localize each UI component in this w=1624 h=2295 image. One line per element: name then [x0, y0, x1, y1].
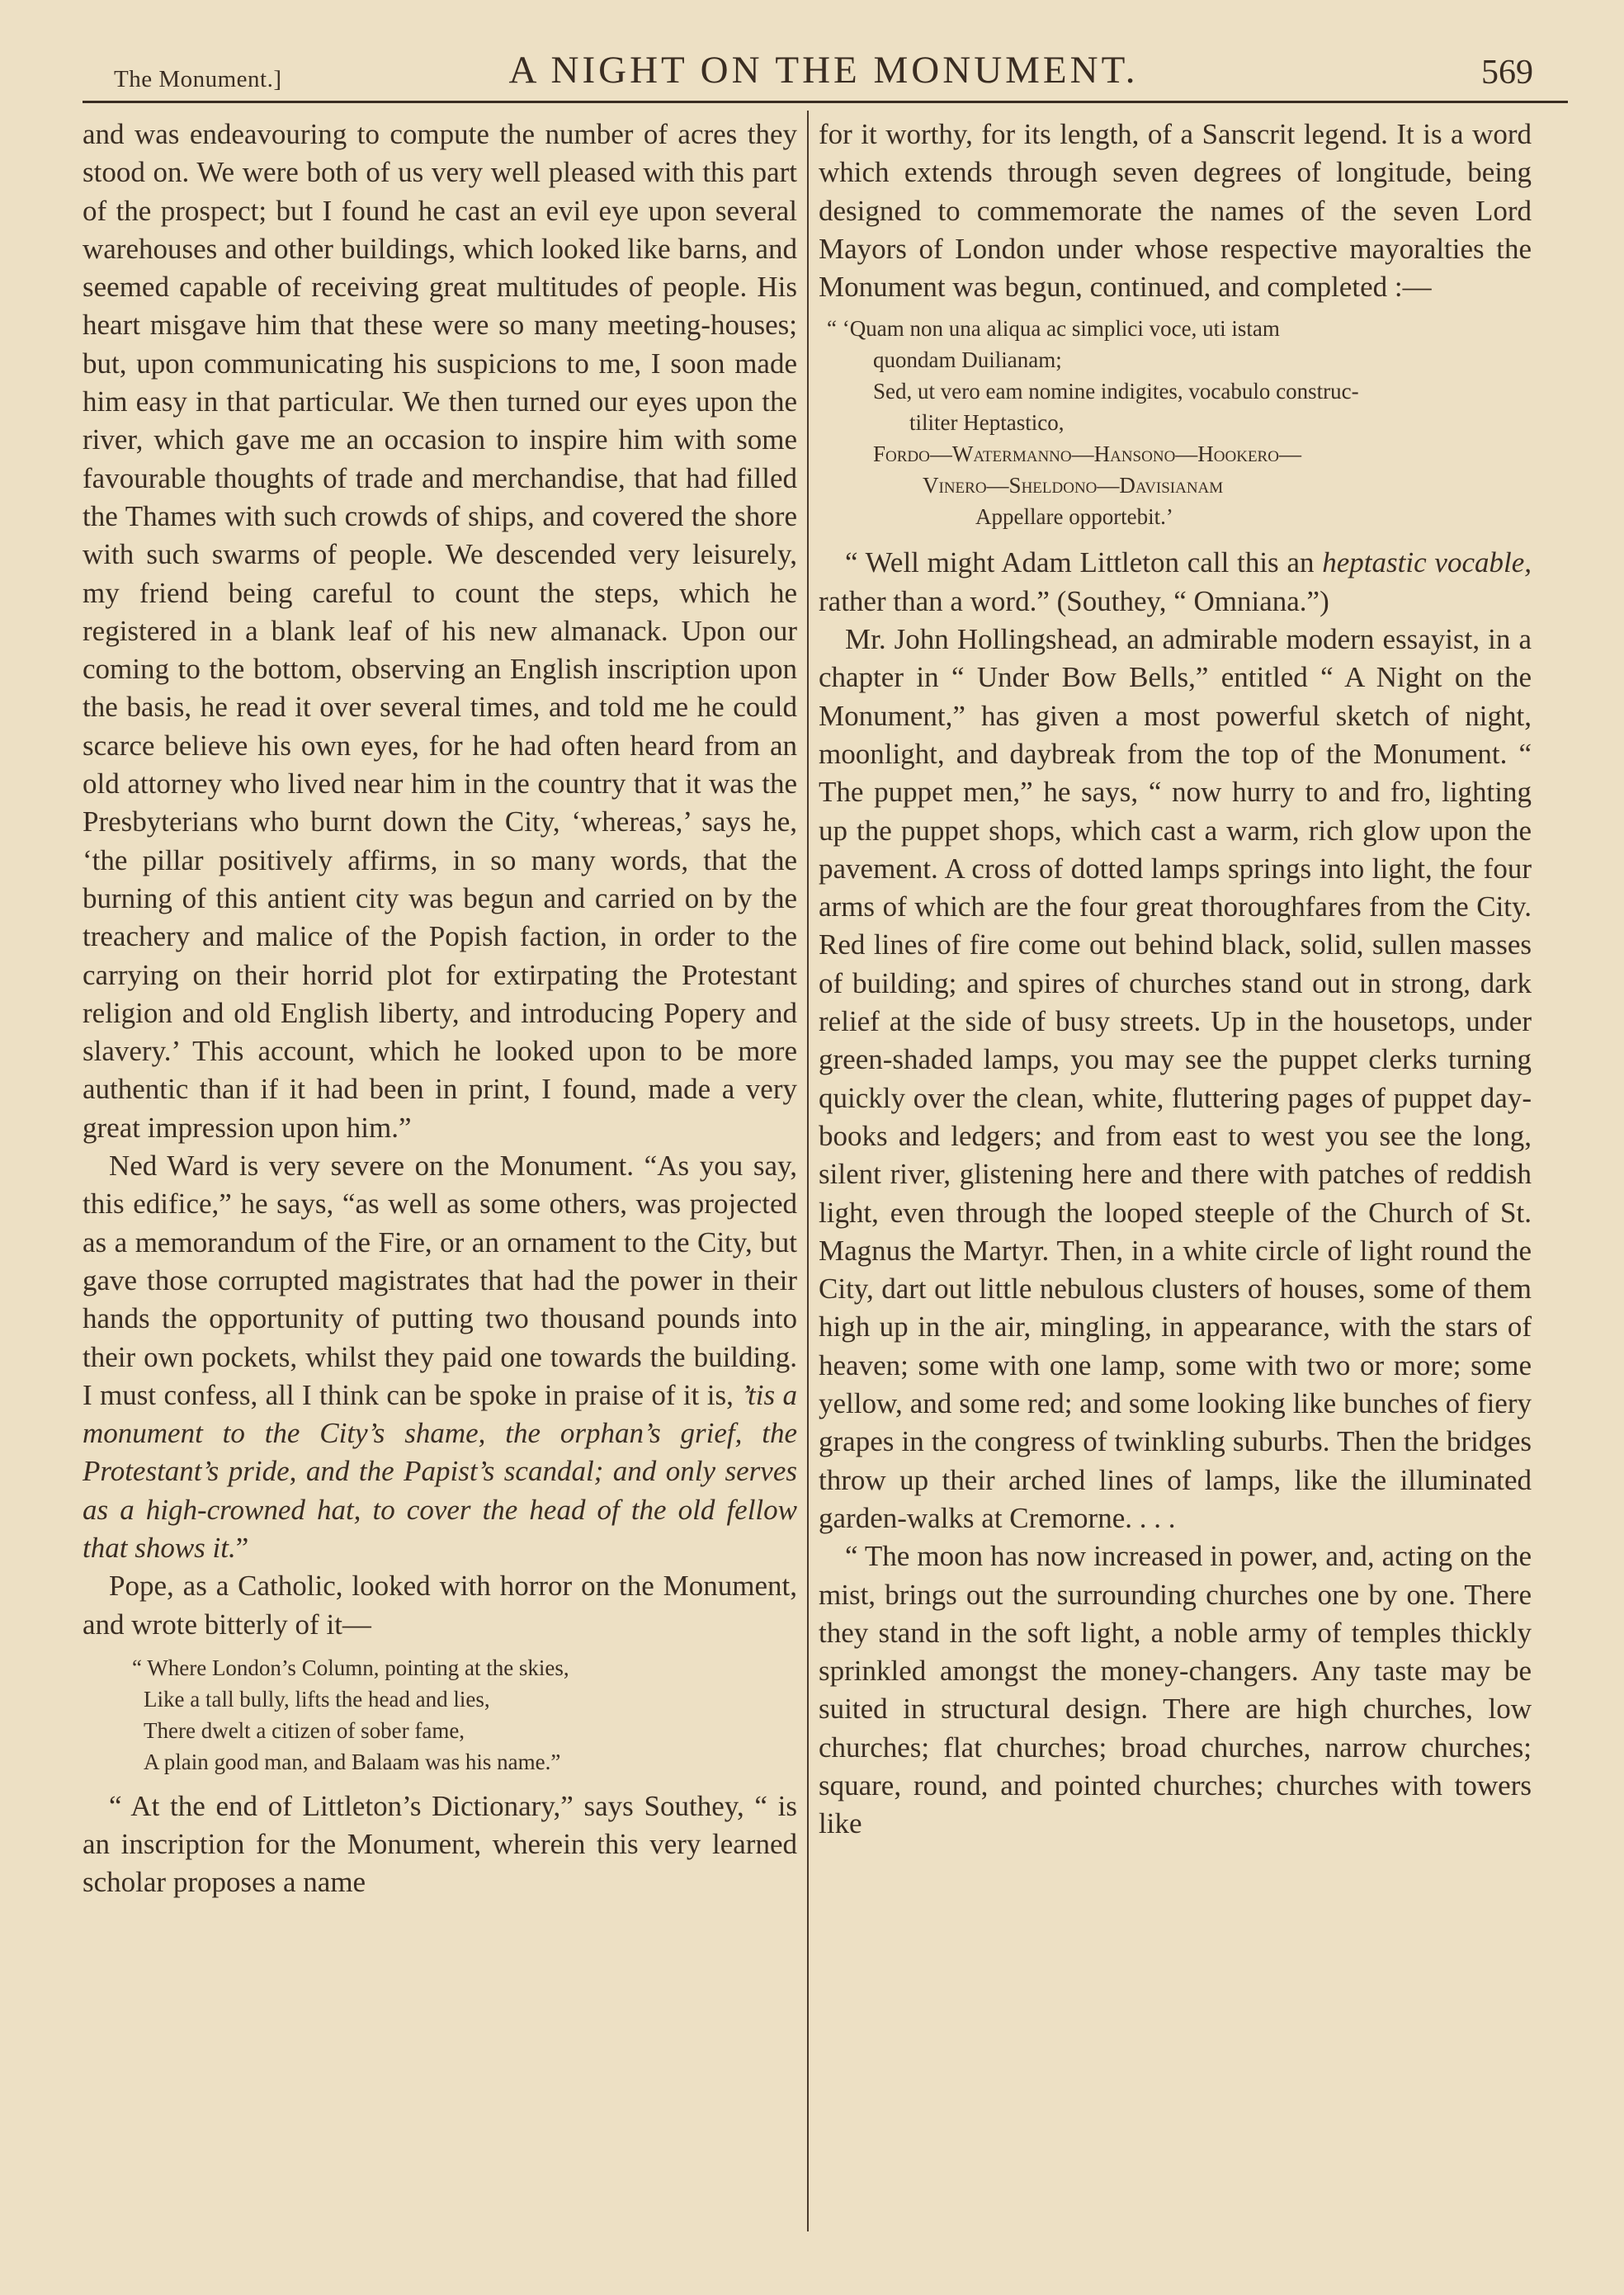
left-column [83, 116, 797, 1902]
latin-line: “ ‘Quam non una aliqua ac simplici voce, uti istam [827, 316, 1280, 342]
paragraph-text: rather than a word.” (Southey, “ Omniana.”) [819, 584, 1329, 617]
section-label: The Monument.] [114, 66, 282, 92]
paragraph: “ The moon has now increased in power, and, acting on the mist, brings out the surrounding churches one by one. There they stand in the soft light, a noble army of temples thickly sprinkled amongst the money-changers. Any taste may be suited in structural design. There are high churches, low churches; flat churches; broad churches, narrow churches; square, round, and pointed churches; churches with towers like [819, 1540, 1532, 1840]
latin-inscription [819, 313, 1532, 532]
poem-line: A plain good man, and Balaam was his name.” [144, 1749, 561, 1774]
latin-line: tiliter Heptastico, [909, 410, 1065, 436]
latin-line: Vinero—Sheldono—Davisianam [923, 473, 1224, 498]
running-header [114, 48, 1533, 106]
header-rule [83, 101, 1568, 103]
paragraph [83, 1147, 797, 1567]
latin-line: Sed, ut vero eam nomine indigites, vocabulo construc- [873, 379, 1359, 404]
poem-quote [83, 1652, 797, 1778]
right-column [819, 116, 1532, 1844]
latin-line: quondam Duilianam; [873, 347, 1062, 373]
page-title: A NIGHT ON THE MONUMENT. [508, 49, 1139, 92]
poem-line: There dwelt a citizen of sober fame, [144, 1717, 465, 1743]
latin-line: Fordo—Watermanno—Hansono—Hookero— [873, 442, 1301, 467]
italic-quote: ’tis a monument to the City’s shame, the orphan’s grief, the Protestant’s pride, and the Papist’s scandal; and only serves as a high-crowned hat, to cover the head of the old fellow that shows it. [83, 1378, 797, 1564]
paragraph-text: Ned Ward is very severe on the Monument. “As you say, this edifice,” he says, “as well as some others, was projected as a memorandum of the Fire, or an ornament to the City, but gave those corrupted magistrates that had the power in their hands the opportunity of putting two thousand pounds into their own pockets, whilst they paid one towards the building. I must confess, all I think can be spoke in praise of it is, [83, 1150, 797, 1411]
paragraph: for it worthy, for its length, of a Sanscrit legend. It is a word which extends through seven degrees of longitude, being designed to commemorate the names of the seven Lord Mayors of London under whose respective mayoralties the Monument was begun, continued, and completed :— [819, 118, 1532, 304]
paragraph: Pope, as a Catholic, looked with horror on the Monument, and wrote bitterly of it— [83, 1570, 797, 1641]
poem-line: “ Where London’s Column, pointing at the skies, [132, 1655, 569, 1680]
latin-line: Appellare opportebit.’ [975, 504, 1173, 530]
poem-line: Like a tall bully, lifts the head and lies, [144, 1686, 490, 1712]
paragraph: Mr. John Hollingshead, an admirable modern essayist, in a chapter in “ Under Bow Bells,” entitled “ A Night on the Monument,” has given a most powerful sketch of night, moonlight, and daybreak from the top of the Monument. “ The puppet men,” he says, “ now hurry to and fro, lighting up the puppet shops, which cast a warm, rich glow upon the pavement. A cross of dotted lamps springs into light, the four arms of which are the four great thoroughfares from the City. Red lines of fire come out behind black, solid, sullen masses of building; and spires of churches stand out in strong, dark relief at the side of busy streets. Up in the housetops, under green-shaded lamps, you may see the puppet clerks turning quickly over the clean, white, fluttering pages of puppet day-books and ledgers; and from east to west you see the long, silent river, glistening here and there with patches of reddish light, even through the looped steeple of the Church of St. Magnus the Martyr. Then, in a white circle of light round the City, dart out little nebulous clusters of houses, some of them high up in the air, mingling, in appearance, with the stars of heaven; some with one lamp, some with two or more; some yellow, and some red; and some looking like bunches of fiery grapes in the congress of twinkling suburbs. Then the bridges throw up their arched lines of lamps, like the illuminated garden-walks at Cremorne. . . . [819, 623, 1532, 1534]
column-divider [807, 111, 809, 2231]
page-number: 569 [1481, 54, 1533, 92]
quote-close: ” [235, 1531, 249, 1564]
paragraph-text: “ Well might Adam Littleton call this an [845, 546, 1323, 579]
paragraph: “ At the end of Littleton’s Dictionary,” says Southey, “ is an inscription for the Monument, wherein this very learned scholar proposes a name [83, 1789, 797, 1899]
paragraph [819, 544, 1532, 621]
paragraph: and was endeavouring to compute the number of acres they stood on. We were both of us very well pleased with this part of the prospect; but I found he cast an evil eye upon several warehouses and other buildings, which looked like barns, and seemed capable of receiving great multitudes of people. His heart misgave him that these were so many meeting-houses; but, upon communicating his suspicions to me, I soon made him easy in that particular. We then turned our eyes upon the river, which gave me an occasion to inspire him with some favourable thoughts of trade and merchandise, that had filled the Thames with such crowds of ships, and covered the shore with such swarms of people. We descended very leisurely, my friend being careful to count the steps, which he registered in a blank leaf of his new almanack. Upon our coming to the bottom, observing an English inscription upon the basis, he read it over several times, and told me he could scarce believe his own eyes, for he had often heard from an old attorney who lived near him in the country that it was the Presbyterians who burnt down the City, ‘whereas,’ says he, ‘the pillar positively affirms, in so many words, that the burning of this antient city was begun and carried on by the treachery and malice of the Popish faction, in order to the carrying on their horrid plot for extirpating the Protestant religion and old English liberty, and introducing Popery and slavery.’ This account, which he looked upon to be more authentic than if it had been in print, I found, made a very great impression upon him.” [83, 118, 797, 1144]
italic-phrase: heptastic vocable, [1322, 546, 1532, 579]
